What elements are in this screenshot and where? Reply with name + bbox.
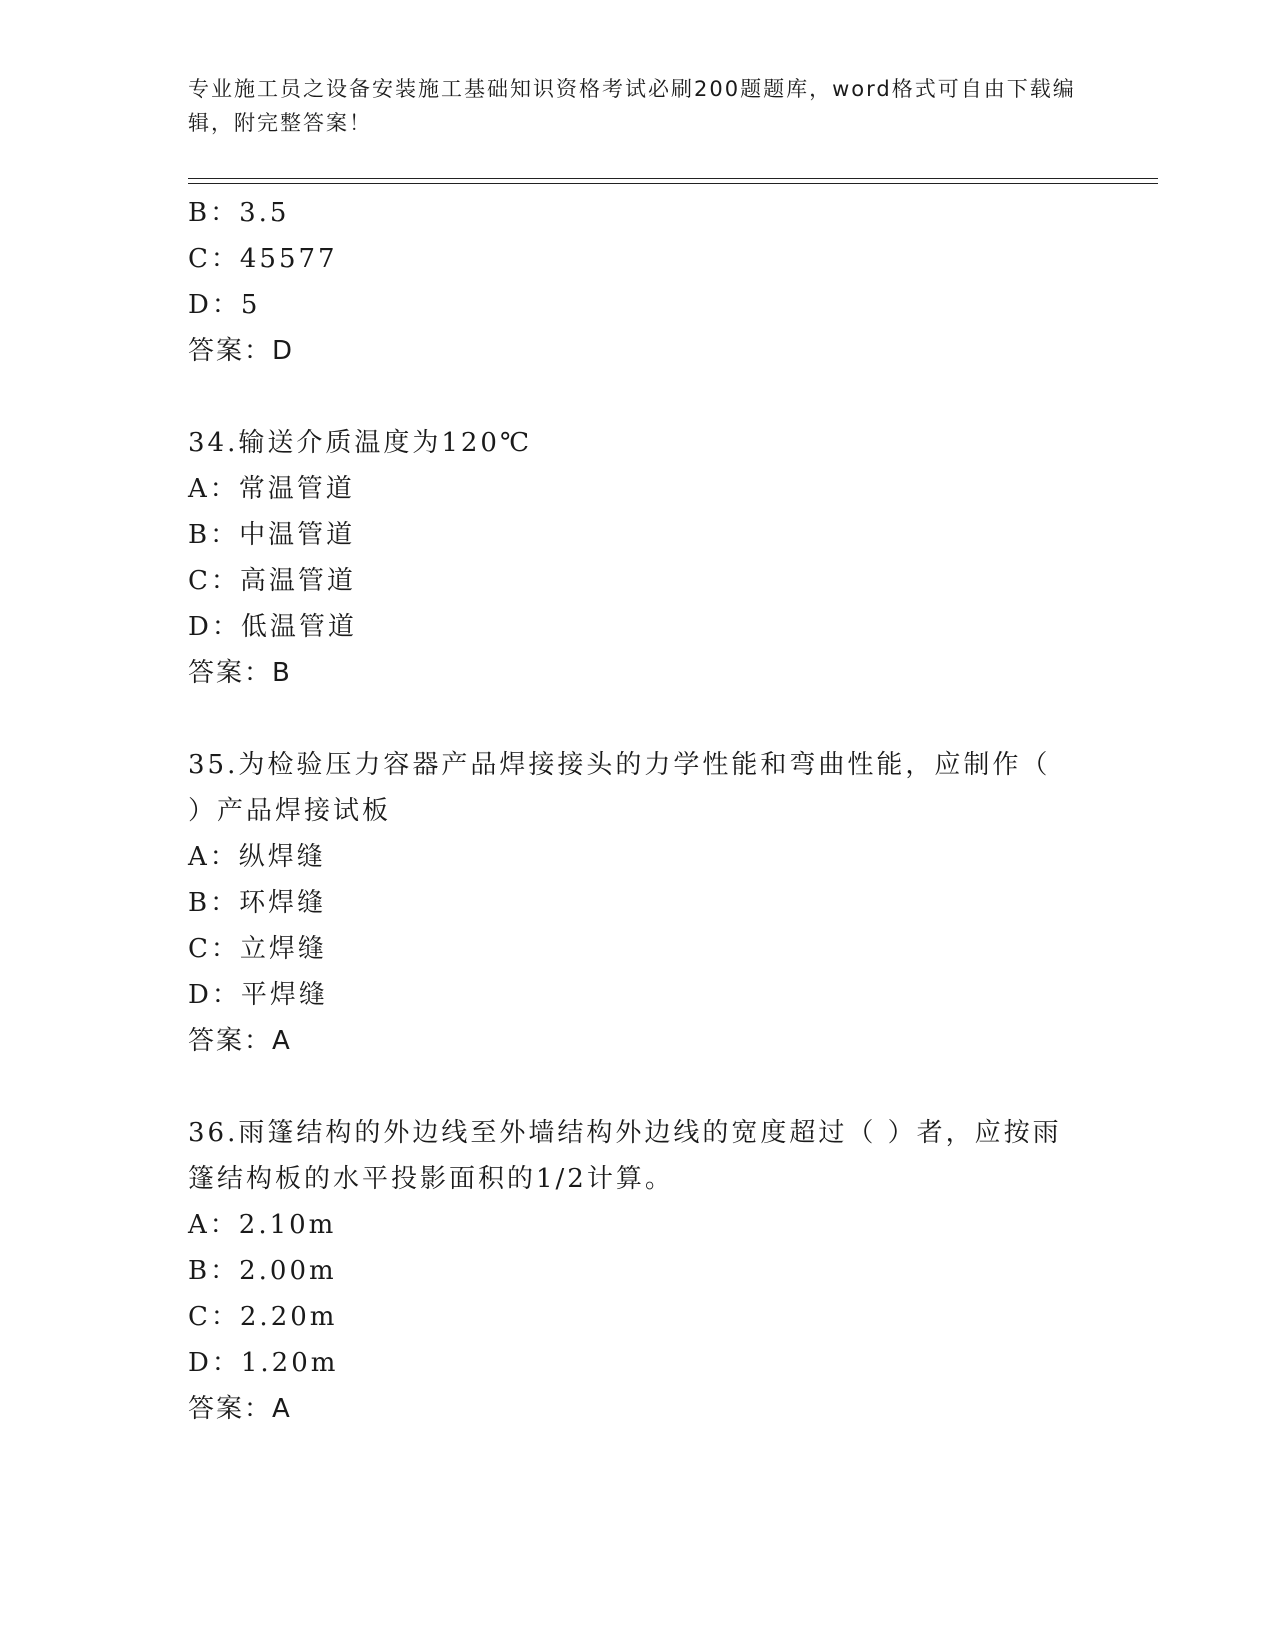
option-a: A：纵焊缝 [188,842,326,872]
answer: 答案：A [188,1026,292,1056]
option-b: B：中温管道 [188,520,356,550]
option-d: D：低温管道 [188,612,357,642]
answer: 答案：D [188,336,295,366]
question-text-line-1: 36.雨篷结构的外边线至外墙结构外边线的宽度超过（ ）者，应按雨 [188,1118,1062,1148]
option-b: B：环焊缝 [188,888,327,918]
option-c: C：2.20m [188,1302,338,1332]
option-d: D：1.20m [188,1348,339,1378]
spacer [188,1064,1088,1110]
question-text-line-1: 35.为检验压力容器产品焊接接头的力学性能和弯曲性能，应制作（ [188,750,1051,780]
option-c: C：45577 [188,244,338,274]
option-d: D：平焊缝 [188,980,328,1010]
question-list [188,190,1088,1432]
header-divider-top [188,178,1158,179]
answer: 答案：B [188,658,292,688]
question-block-34 [188,420,1088,696]
option-b: B：3.5 [188,198,290,228]
option-d: D：5 [188,290,261,320]
option-a: A：2.10m [188,1210,337,1240]
option-b: B：2.00m [188,1256,337,1286]
answer: 答案：A [188,1394,292,1424]
question-text-line-2: ）产品焊接试板 [188,796,392,826]
option-c: C：高温管道 [188,566,356,596]
spacer [188,374,1088,420]
question-text-line-2: 篷结构板的水平投影面积的1/2计算。 [188,1164,674,1194]
question-block-35 [188,742,1088,1064]
question-block-33 [188,190,1088,374]
document-header [188,72,1088,140]
option-c: C：立焊缝 [188,934,327,964]
header-divider-bottom [188,183,1158,184]
question-block-36 [188,1110,1088,1432]
option-a: A：常温管道 [188,474,355,504]
header-text: 专业施工员之设备安装施工基础知识资格考试必刷200题题库，word格式可自由下载编辑，附完整答案！ [188,77,1076,135]
question-text: 34.输送介质温度为120℃ [188,428,533,458]
spacer [188,696,1088,742]
